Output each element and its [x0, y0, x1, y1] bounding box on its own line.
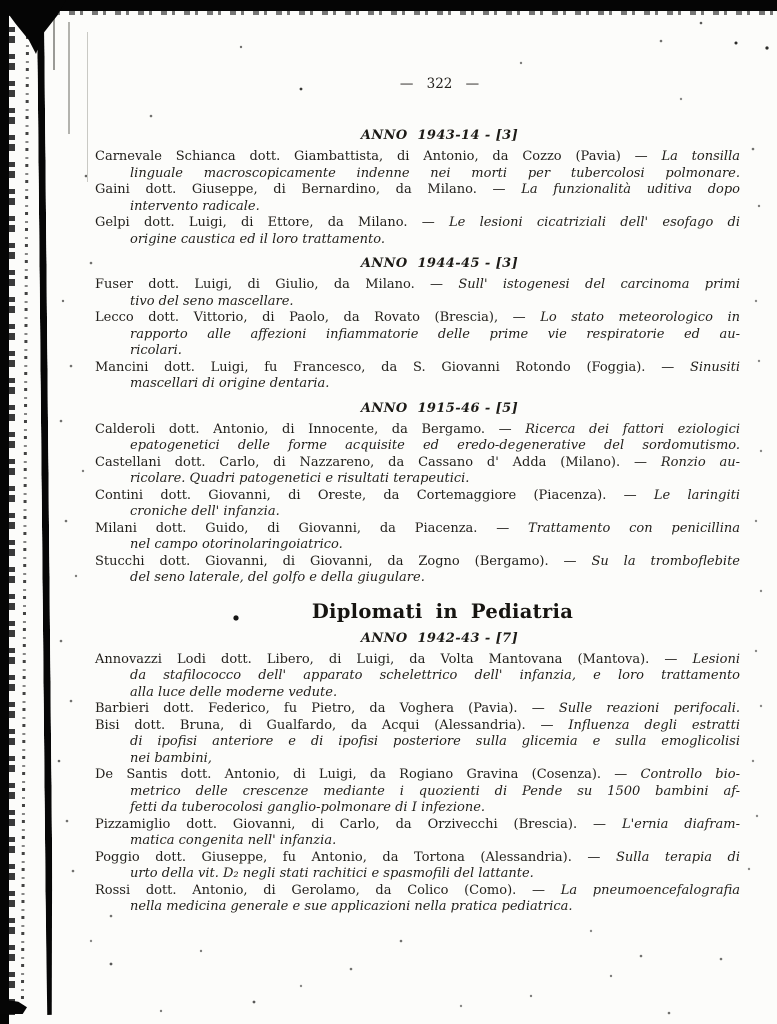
- entry-line: Fuser dott. Luigi, di Giulio, da Milano. — Sull' istogenesi del carcinoma primi: [95, 277, 740, 292]
- entry-castellani: [95, 455, 740, 488]
- entry-line: rapporto alle affezioni infiammatorie delle prime vie respiratorie ed au-: [130, 326, 740, 342]
- entry-barbieri: [95, 701, 740, 718]
- entry-line: nei bambini,: [130, 750, 212, 766]
- anno-heading-1944-45: ANNO 1944-45 - [3]: [360, 256, 519, 271]
- entry-line: da stafilococco dell' apparato schelettrico dell' infanzia, e loro trattamento: [130, 668, 740, 683]
- entry-fuser: [95, 277, 740, 310]
- entry-line: ricolare. Quadri patogenetici e risultati terapeutici.: [130, 471, 470, 486]
- entry-line: Castellani dott. Carlo, di Nazzareno, da Cassano d' Adda (Milano). — Ronzio au-: [95, 454, 741, 470]
- binding-edge-ragged: [9, 0, 15, 1024]
- entry-line: fetti da tuberocolosi ganglio-polmonare di I infezione.: [130, 800, 486, 815]
- entry-line: Bisi dott. Bruna, di Gualfardo, da Acqui (Alessandria). — Influenza degli estratti: [95, 717, 741, 733]
- entry-contini: [95, 488, 740, 521]
- entry-line: del seno laterale, del golfo e della giugulare.: [130, 570, 425, 585]
- entry-line: linguale macroscopicamente indenne nei morti per tubercolosi polmonare.: [130, 165, 740, 181]
- entry-de-santis: [95, 767, 740, 817]
- entry-line: croniche dell' infanzia.: [130, 504, 280, 519]
- entry-line: Pizzamiglio dott. Giovanni, di Carlo, da Orzivecchi (Brescia). — L'ernia diafram-: [95, 816, 740, 832]
- entry-line: De Santis dott. Antonio, di Luigi, da Rogiano Gravina (Cosenza). — Controllo bio-: [95, 767, 740, 782]
- entry-milani: [95, 521, 740, 554]
- entry-line: urto della vit. D₂ negli stati rachitici e spasmofili del lattante.: [130, 866, 534, 881]
- entry-line: Annovazzi Lodi dott. Libero, di Luigi, da Volta Mantovana (Mantova). — Lesioni: [95, 651, 740, 667]
- entry-line: Carnevale Schianca dott. Giambattista, di Antonio, da Cozzo (Pavia) — La tonsilla: [95, 149, 740, 164]
- entry-line: Contini dott. Giovanni, di Oreste, da Cortemaggiore (Piacenza). — Le laringiti: [95, 487, 740, 503]
- entry-line: Gelpi dott. Luigi, di Ettore, da Milano. — Le lesioni cicatriziali dell' esofago di: [95, 215, 740, 230]
- entry-gelpi: [95, 215, 740, 248]
- entry-gaini: [95, 182, 740, 215]
- entry-poggio: [95, 850, 740, 883]
- entry-bisi: [95, 718, 740, 768]
- page-edge-line: [87, 32, 88, 182]
- entry-line: Poggio dott. Giuseppe, fu Antonio, da Tortona (Alessandria). — Sulla terapia di: [95, 849, 741, 865]
- page-edge-line: [68, 22, 70, 134]
- top-scan-bar: [0, 0, 777, 11]
- anno-heading-1945-46: ANNO 1915-46 - [5]: [360, 400, 519, 416]
- entry-lecco: [95, 310, 740, 360]
- page-number: — 322 —: [399, 76, 480, 92]
- entry-line: Milani dott. Guido, di Giovanni, da Piacenza. — Trattamento con penicillina: [95, 520, 740, 536]
- entry-line: epatogenetici delle forme acquisite ed eredo-degenerative del sordomutismo.: [130, 438, 740, 453]
- entry-line: Calderoli dott. Antonio, di Innocente, da Bergamo. — Ricerca dei fattori eziologici: [95, 421, 741, 437]
- entry-line: Lecco dott. Vittorio, di Paolo, da Rovato (Brescia), — Lo stato meteorologico in: [95, 310, 740, 325]
- entry-line: Barbieri dott. Federico, fu Pietro, da Voghera (Pavia). — Sulle reazioni perifocali.: [95, 701, 740, 716]
- page-text-block: [95, 76, 740, 916]
- binding-edge-band: [0, 0, 9, 1024]
- entry-pizzamiglio: [95, 817, 740, 850]
- entry-line: mascellari di origine dentaria.: [130, 376, 330, 391]
- entry-rossi: [95, 883, 740, 916]
- entry-line: tivo del seno mascellare.: [130, 293, 294, 309]
- entry-line: origine caustica ed il loro trattamento.: [130, 231, 385, 247]
- top-scan-bar-ragged-edge: [0, 11, 777, 15]
- entry-line: intervento radicale.: [130, 198, 260, 214]
- entry-line: ricolari.: [130, 343, 182, 358]
- entry-line: nel campo otorinolaringoiatrico.: [130, 537, 343, 552]
- entry-annovazzi-lodi: [95, 652, 740, 702]
- entry-line: nella medicina generale e sue applicazioni nella pratica pediatrica.: [130, 899, 573, 914]
- entry-line: matica congenita nell' infanzia.: [130, 833, 337, 848]
- entry-line: Gaini dott. Giuseppe, di Bernardino, da Milano. — La funzionalità uditiva dopo: [95, 182, 740, 197]
- entry-carnevale-schianca: [95, 149, 740, 182]
- entry-stucchi: [95, 554, 740, 587]
- entry-line: alla luce delle moderne vedute.: [130, 684, 338, 700]
- entry-line: di ipofisi anteriore e di ipofisi posteriore sulla glicemia e sulla emoglicolisi: [130, 734, 740, 749]
- entry-calderoli: [95, 422, 740, 455]
- entry-line: Rossi dott. Antonio, di Gerolamo, da Colico (Como). — La pneumoencefalografia: [95, 882, 740, 898]
- entry-line: Mancini dott. Luigi, fu Francesco, da S. Giovanni Rotondo (Foggia). — Sinusiti: [95, 359, 740, 375]
- anno-heading-1942-43: ANNO 1942-43 - [7]: [360, 630, 519, 646]
- chapter-heading-diplomati-in-pediatria: Diplomati in Pediatria: [311, 599, 574, 623]
- entry-line: metrico delle crescenze mediante i quozienti di Pende su 1500 bambini af-: [130, 783, 740, 799]
- entry-line: Stucchi dott. Giovanni, di Giovanni, da Zogno (Bergamo). — Su la tromboflebite: [95, 553, 740, 569]
- entry-mancini: [95, 360, 740, 393]
- anno-heading-1943-44: ANNO 1943-14 - [3]: [360, 128, 519, 143]
